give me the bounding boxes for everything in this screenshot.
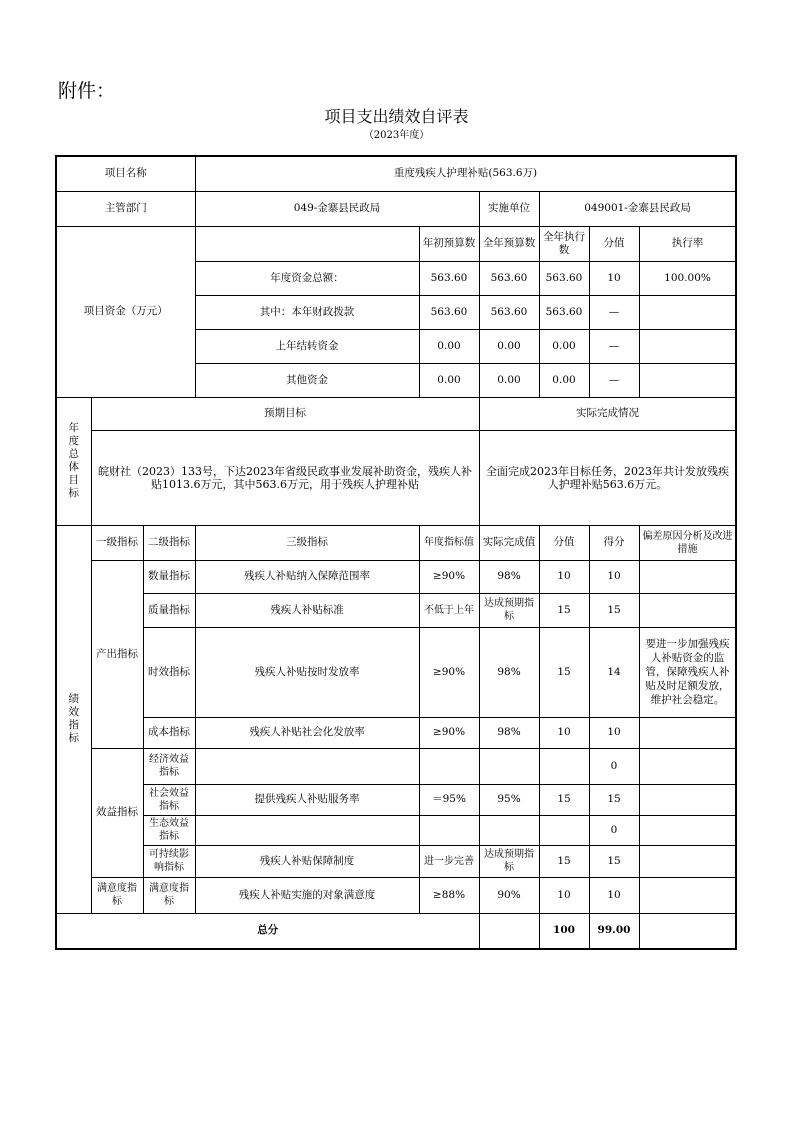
perf-note [639,593,736,627]
perf-actual: 达成预期指标 [479,593,539,627]
perf-header-target: 年度指标值 [419,525,479,560]
satisfaction-indicators-label: 满意度指标 [91,877,143,913]
perf-actual [479,748,539,784]
perf-actual: 95% [479,784,539,815]
total-label: 总分 [56,913,479,949]
perf-note: 要进一步加强残疾人补贴资金的监管，保障残疾人补贴及时足额发放，维护社会稳定。 [639,627,736,717]
actual-completion-header: 实际完成情况 [479,397,736,430]
perf-header-note: 偏差原因分析及改进措施 [639,525,736,560]
perf-row [56,748,736,784]
perf-weight: 15 [539,593,589,627]
funds-row-v3: 0.00 [539,363,589,397]
perf-header-row [56,525,736,560]
project-name-value: 重度残疾人护理补贴(563.6万) [195,156,736,191]
total-blank [479,913,539,949]
perf-weight: 15 [539,845,589,877]
perf-target [419,748,479,784]
funds-header-executed: 全年执行数 [539,226,589,261]
perf-target: ≥90% [419,717,479,748]
perf-score: 0 [589,815,639,845]
funds-row-v1: 0.00 [419,329,479,363]
perf-weight [539,748,589,784]
perf-header-actual: 实际完成值 [479,525,539,560]
perf-row [56,717,736,748]
project-name-label: 项目名称 [56,156,195,191]
perf-label: 绩效指标 [56,525,91,913]
perf-l3: 残疾人补贴按时发放率 [195,627,419,717]
attachment-label: 附件： [58,80,116,102]
perf-l3: 残疾人补贴实施的对象满意度 [195,877,419,913]
perf-l2: 数量指标 [143,560,195,593]
perf-header-l3: 三级指标 [195,525,419,560]
perf-l2: 可持续影响指标 [143,845,195,877]
perf-score: 10 [589,877,639,913]
perf-row [56,845,736,877]
perf-note [639,845,736,877]
funds-row-v2: 0.00 [479,329,539,363]
perf-l2: 满意度指标 [143,877,195,913]
funds-header-row [56,226,736,261]
perf-note [639,815,736,845]
dept-value: 049-金寨县民政局 [195,191,479,226]
funds-header-initial: 年初预算数 [419,226,479,261]
output-indicators-label: 产出指标 [91,560,143,748]
evaluation-table [55,155,737,950]
total-score: 99.00 [589,913,639,949]
perf-weight [539,815,589,845]
funds-row-v1: 563.60 [419,261,479,295]
perf-actual: 达成预期指标 [479,845,539,877]
perf-l3: 残疾人补贴社会化发放率 [195,717,419,748]
funds-row-name: 其他资金 [195,363,419,397]
perf-row [56,593,736,627]
perf-l3: 残疾人补贴纳入保障范围率 [195,560,419,593]
perf-target: ≥88% [419,877,479,913]
impl-unit-value: 049001-金寨县民政局 [539,191,736,226]
funds-row-weight: — [589,295,639,329]
perf-target: ≥90% [419,627,479,717]
project-name-row [56,156,736,191]
dept-label: 主管部门 [56,191,195,226]
department-row [56,191,736,226]
perf-l2: 时效指标 [143,627,195,717]
perf-l3: 残疾人补贴标准 [195,593,419,627]
year-subtitle: （2023年度） [363,130,430,141]
funds-row-v1: 0.00 [419,363,479,397]
funds-header-blank [195,226,419,261]
perf-l2: 质量指标 [143,593,195,627]
funds-row-name: 上年结转资金 [195,329,419,363]
perf-l3: 残疾人补贴保障制度 [195,845,419,877]
funds-row-v1: 563.60 [419,295,479,329]
total-weight: 100 [539,913,589,949]
perf-weight: 10 [539,560,589,593]
funds-row-rate: 100.00% [639,261,736,295]
funds-header-annual: 全年预算数 [479,226,539,261]
funds-row-name: 其中：本年财政拨款 [195,295,419,329]
perf-l3: 提供残疾人补贴服务率 [195,784,419,815]
perf-row [56,627,736,717]
goals-header-row [56,397,736,430]
total-note-blank [639,913,736,949]
funds-row-rate [639,363,736,397]
perf-weight: 10 [539,877,589,913]
funds-row-weight: — [589,363,639,397]
funds-row-v3: 563.60 [539,261,589,295]
funds-row-weight: 10 [589,261,639,295]
perf-row [56,815,736,845]
funds-row-rate [639,295,736,329]
expected-goal-text: 皖财社（2023）133号，下达2023年省级民政事业发展补助资金，残疾人补贴1013.6万元，其中563.6万元，用于残疾人护理补贴 [91,430,479,525]
funds-header-weight: 分值 [589,226,639,261]
perf-actual: 98% [479,627,539,717]
funds-row-name: 年度资金总额： [195,261,419,295]
perf-target: 进一步完善 [419,845,479,877]
perf-row [56,560,736,593]
perf-note [639,748,736,784]
perf-weight: 15 [539,627,589,717]
benefit-indicators-label: 效益指标 [91,748,143,877]
perf-score: 14 [589,627,639,717]
perf-score: 15 [589,593,639,627]
funds-row-v3: 563.60 [539,295,589,329]
perf-l2: 生态效益指标 [143,815,195,845]
perf-l3 [195,748,419,784]
perf-l2: 社会效益指标 [143,784,195,815]
perf-score: 15 [589,784,639,815]
perf-actual: 90% [479,877,539,913]
perf-target: 不低于上年 [419,593,479,627]
perf-l3 [195,815,419,845]
funds-row-v2: 563.60 [479,295,539,329]
perf-weight: 15 [539,784,589,815]
perf-actual: 98% [479,560,539,593]
perf-target: ≥90% [419,560,479,593]
funds-header-rate: 执行率 [639,226,736,261]
funds-row-v2: 0.00 [479,363,539,397]
perf-header-l1: 一级指标 [91,525,143,560]
perf-l2: 经济效益指标 [143,748,195,784]
perf-score: 10 [589,717,639,748]
perf-score: 10 [589,560,639,593]
perf-row [56,784,736,815]
funds-row-rate [639,329,736,363]
funds-row-v3: 0.00 [539,329,589,363]
perf-actual [479,815,539,845]
goals-label: 年度总体目标 [56,397,91,525]
perf-note [639,784,736,815]
funds-label: 项目资金（万元） [56,226,195,397]
perf-target: ＝95% [419,784,479,815]
perf-score: 15 [589,845,639,877]
page-title: 项目支出绩效自评表 [324,107,469,126]
perf-score: 0 [589,748,639,784]
goals-content-row [56,430,736,525]
perf-target [419,815,479,845]
funds-row-weight: — [589,329,639,363]
total-row [56,913,736,949]
perf-header-l2: 二级指标 [143,525,195,560]
funds-row-v2: 563.60 [479,261,539,295]
perf-l2: 成本指标 [143,717,195,748]
expected-goal-header: 预期目标 [91,397,479,430]
perf-weight: 10 [539,717,589,748]
actual-completion-text: 全面完成2023年目标任务，2023年共计发放残疾人护理补贴563.6万元。 [479,430,736,525]
perf-header-score: 得分 [589,525,639,560]
perf-note [639,877,736,913]
perf-note [639,717,736,748]
impl-unit-label: 实施单位 [479,191,539,226]
perf-actual: 98% [479,717,539,748]
perf-row [56,877,736,913]
perf-header-weight: 分值 [539,525,589,560]
perf-note [639,560,736,593]
